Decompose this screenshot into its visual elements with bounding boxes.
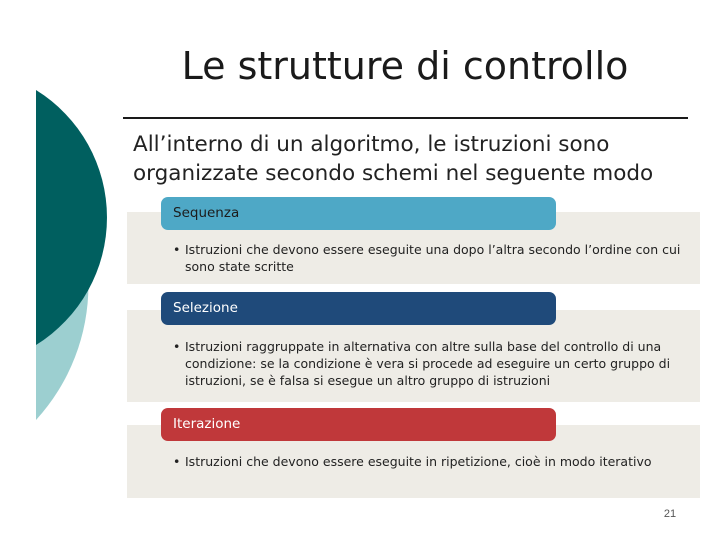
intro-text: All’interno di un algoritmo, le istruzioni sono organizzate secondo schemi nel seguente modo	[133, 132, 654, 186]
sequenza-bullet	[173, 241, 685, 275]
selezione-label: Selezione	[161, 292, 556, 325]
bullet-dot: •	[173, 339, 181, 354]
selezione-bullet	[173, 338, 685, 389]
slide-title: Le strutture di controllo	[181, 44, 629, 88]
title-divider	[123, 117, 688, 119]
page-number: 21	[663, 508, 677, 520]
selezione-bullet-text: Istruzioni raggruppate in alternativa con altre sulla base del controllo di una condizione: se la condizione è vera si procede ad eseguire un certo gruppo di istruzioni, se è falsa si esegue un altro gruppo di istruzioni	[185, 339, 671, 388]
iterazione-bullet	[173, 453, 685, 470]
dark-teal-arc	[36, 90, 107, 345]
sequenza-bullet-text: Istruzioni che devono essere eseguite una dopo l’altra secondo l’ordine con cui sono state scritte	[185, 242, 681, 274]
iterazione-bullet-text: Istruzioni che devono essere eseguite in ripetizione, cioè in modo iterativo	[185, 454, 652, 469]
iterazione-label: Iterazione	[161, 408, 556, 441]
bullet-dot: •	[173, 454, 181, 469]
bullet-dot: •	[173, 242, 181, 257]
sequenza-label: Sequenza	[161, 197, 556, 230]
